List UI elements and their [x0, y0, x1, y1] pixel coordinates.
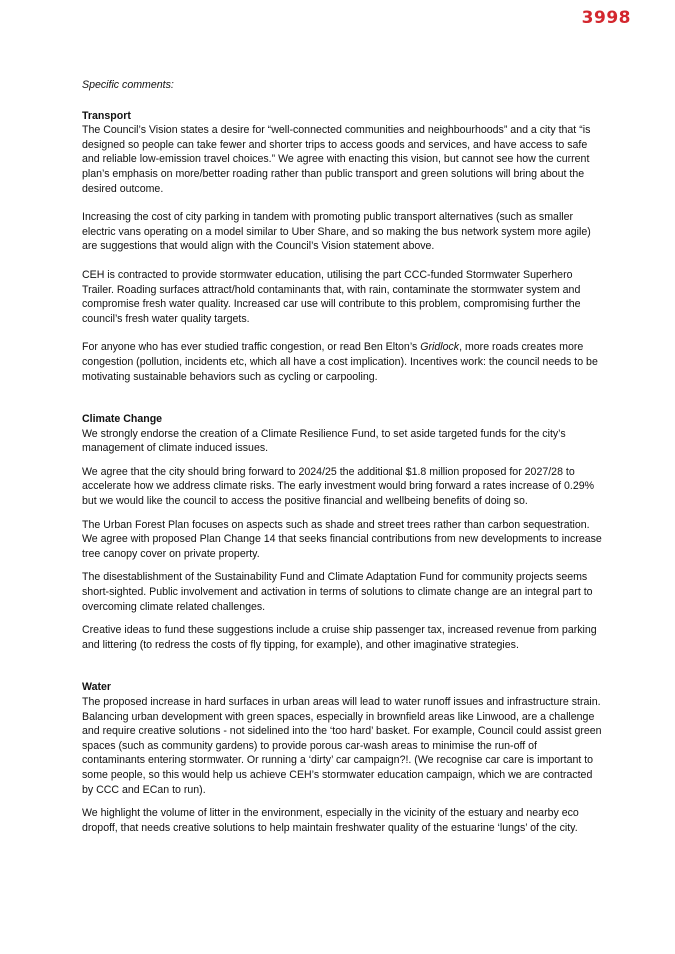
climate-paragraph-4: The disestablishment of the Sustainability Fund and Climate Adaptation Fund for community projects seems short-sighted. Public involvement and activation in terms of solutions to climate change are an integral part to overcoming climate related challenges.	[82, 571, 593, 613]
climate-paragraph-5: Creative ideas to fund these suggestions include a cruise ship passenger tax, increased revenue from parking and littering (to redress the costs of fly tipping, for example), and other imaginative strategies.	[82, 624, 597, 651]
climate-paragraph-3: The Urban Forest Plan focuses on aspects such as shade and street trees rather than carbon sequestration. We agree with proposed Plan Change 14 that seeks financial contributions from new developments to increase tree canopy cover on private property.	[82, 518, 602, 560]
climate-paragraph-1: We strongly endorse the creation of a Climate Resilience Fund, to set aside targeted funds for the city’s management of climate induced issues.	[82, 427, 566, 455]
transport-p4-after: , more roads creates more congestion (pollution, incidents etc, which all have a cost implication). Incentives work: the council needs to be motivating sustainable behaviors such as cycling or carpooling.	[82, 341, 598, 383]
transport-paragraph-4	[82, 340, 602, 384]
water-paragraph-2: We highlight the volume of litter in the environment, especially in the vicinity of the estuary and nearby eco dropoff, that needs creative solutions to help maintain freshwater quality of the estuarine ‘lungs’ of the city.	[82, 807, 579, 834]
water-paragraph-1: The proposed increase in hard surfaces in urban areas will lead to water runoff issues and infrastructure strain. Balancing urban development with green spaces, especially in brownfield areas like Linwood, are a challenge and require creative solutions - not sidelined into the ‘too hard’ basket. For example, Council could assist green spaces (such as community gardens) to provide porous car-wash areas to minimise the run-off of contaminants entering stormwater. Or running a ‘dirty’ car campaign?!. (We recognise car care is important to some people, so this would help us achieve CEH’s stormwater education campaign, which we are contracted by CCC and ECan to run).	[82, 696, 602, 796]
climate-heading: Climate Change	[82, 413, 163, 426]
page-number: 3998	[581, 8, 631, 28]
transport-paragraph-3: CEH is contracted to provide stormwater education, utilising the part CCC-funded Stormwater Superhero Trailer. Roading surfaces attract/hold contaminants that, with rain, contaminate the stormwater system and compromise fresh water quality. Increased car use will contribute to this problem, compromising further the council’s fresh water quality targets.	[82, 268, 581, 325]
transport-section	[82, 109, 602, 385]
document-body	[82, 78, 602, 849]
intro-text: Specific comments:	[82, 79, 174, 91]
water-heading: Water	[82, 681, 112, 694]
water-section	[82, 680, 602, 835]
transport-paragraph-2: Increasing the cost of city parking in tandem with promoting public transport alternatives (such as smaller electric vans operating on a model similar to Uber Share, and so making the bus network system more agile) are suggestions that would align with the Council’s Vision statement above.	[82, 211, 591, 253]
transport-heading: Transport	[82, 109, 131, 122]
climate-section	[82, 412, 602, 652]
transport-paragraph-1: The Council’s Vision states a desire for “well-connected communities and neighbourhoods” and a city that “is designed so people can take fewer and shorter trips to access goods and services, and have access to safe and reliable low-emission travel choices.” We agree with enacting this vision, but cannot see how the current plan’s emphasis on more/better roading rather than public transport and green solutions will bring about the desired outcome.	[82, 124, 591, 195]
gridlock-title: Gridlock	[420, 341, 460, 354]
transport-p4-before: For anyone who has ever studied traffic congestion, or read Ben Elton’s	[82, 341, 421, 354]
climate-paragraph-2: We agree that the city should bring forward to 2024/25 the additional $1.8 million proposed for 2027/28 to accelerate how we address climate risks. The early investment would bring forward a rates increase of 0.29% but we would like the council to access the positive financial and wellbeing benefits of doing so.	[82, 465, 595, 508]
